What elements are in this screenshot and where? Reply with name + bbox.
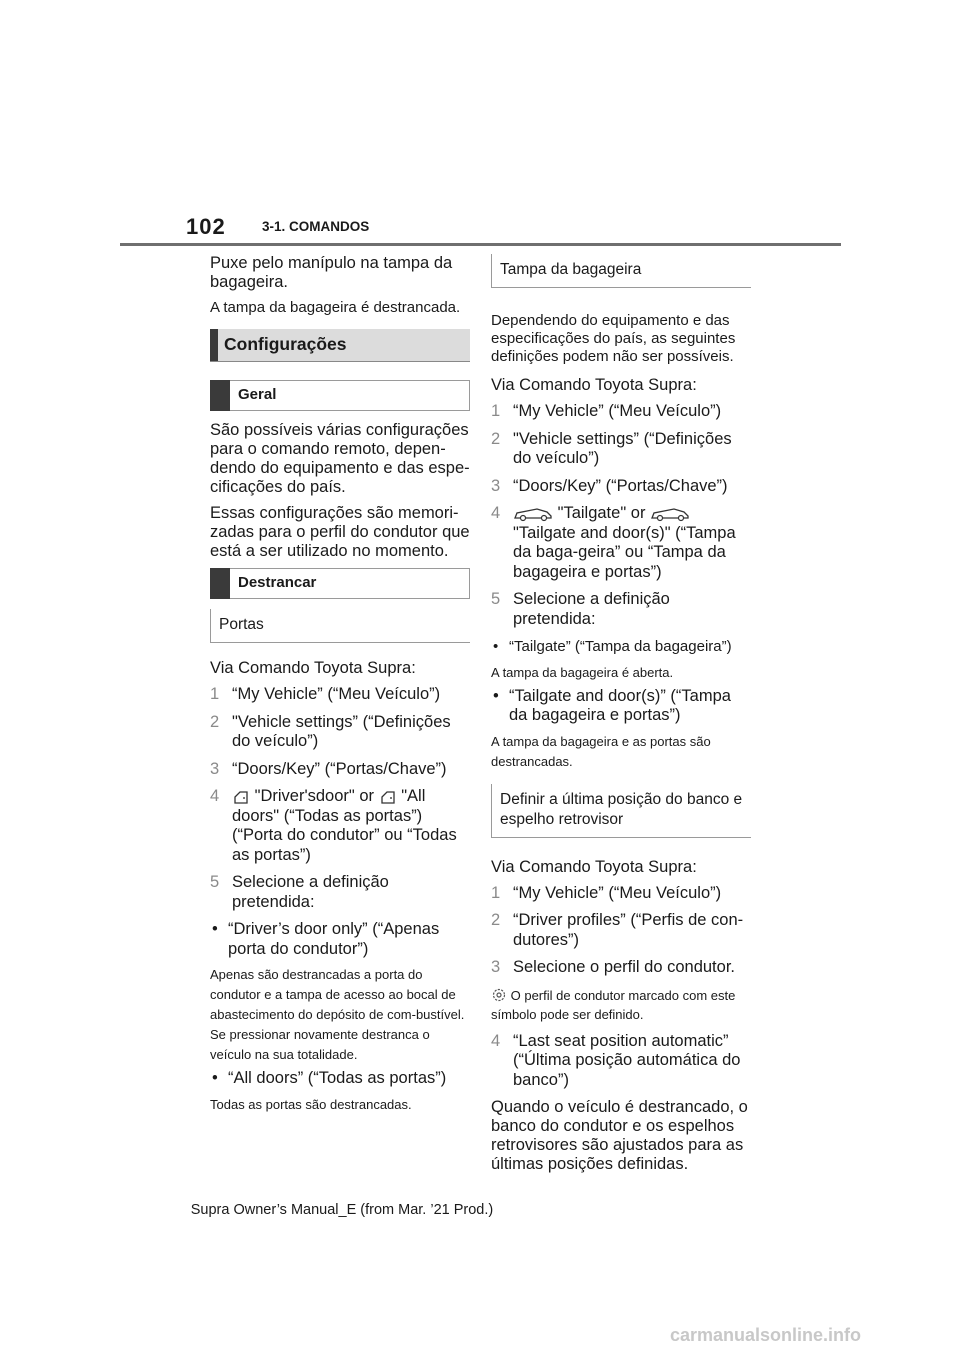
car-tailgate-icon (650, 506, 690, 522)
step-number: 2 (491, 911, 501, 929)
via-text: Via Comando Toyota Supra: (210, 659, 416, 677)
via-text: Via Comando Toyota Supra: (491, 376, 697, 394)
bullet-dot: • (212, 920, 218, 938)
section-title: 3-1. COMANDOS (262, 219, 370, 234)
step-text-b: "Tailgate and door(s)" (“Tampa da baga-geira” ou “Tampa da bagageira e portas”) (513, 523, 736, 581)
step-number: 1 (491, 402, 501, 420)
step-text: Selecione o perfil do condutor. (513, 958, 735, 976)
right-column (491, 254, 751, 1181)
door-icon (379, 789, 397, 805)
heading-geral (210, 380, 470, 411)
bullet-item (210, 1069, 470, 1089)
car-tailgate-icon (513, 506, 553, 522)
page-number: 102 (186, 214, 226, 239)
step-item (491, 911, 751, 950)
bullet-item (491, 687, 751, 726)
step-number: 2 (210, 712, 220, 731)
left-column (210, 254, 470, 1119)
step-text: “Doors/Key” (“Portas/Chave”) (513, 476, 728, 495)
step-text-b: "All doors" (“Todas as portas”) (“Porta do condutor” ou “Todas as portas”) (232, 787, 457, 864)
step-item (491, 1032, 751, 1091)
profile-note-text: O perfil de condutor marcado com este símbolo pode ser definido. (491, 987, 736, 1022)
step-item (210, 685, 470, 705)
step-text: “Doors/Key” (“Portas/Chave”) (232, 759, 447, 778)
step-text: "Vehicle settings” (“Definições do veículo”) (513, 429, 732, 467)
step-text: “Last seat position automatic” (“Última posição automática do banco”) (513, 1031, 741, 1089)
heading-text: Geral (238, 386, 277, 403)
step-number: 5 (491, 590, 501, 608)
step-item (491, 430, 751, 469)
final-paragraph: Quando o veículo é destrancado, o banco do condutor e os espelhos retrovisores são ajustados para as últimas posições definidas. (491, 1098, 748, 1173)
step-number: 3 (491, 958, 501, 976)
geral-paragraph-1: São possíveis várias configurações para o comando remoto, depen-dendo do equipamento e das espe-cificações do país. (210, 421, 470, 496)
bullet-note: A tampa da bagageira é aberta. (491, 664, 674, 680)
tampa-paragraph: Dependendo do equipamento e das especificações do país, as seguintes definições podem não ser possíveis. (491, 312, 736, 365)
step-number: 3 (491, 476, 501, 495)
bullet-item (491, 637, 751, 657)
footer (0, 1202, 960, 1218)
step-item (491, 884, 751, 904)
step-number: 2 (491, 429, 501, 448)
step-item (491, 958, 751, 978)
step-number: 5 (210, 873, 220, 891)
step-number: 4 (491, 1031, 501, 1050)
heading-destrancar (210, 568, 470, 599)
profile-note (491, 986, 751, 1024)
step-item (491, 477, 751, 497)
step-item (210, 760, 470, 780)
heading-portas: Portas (210, 609, 470, 643)
step-text-a: "Driver'sdoor" or (254, 787, 374, 805)
step-number: 1 (210, 685, 220, 703)
step-text: “Driver profiles” (“Perfis de con-dutores”) (513, 911, 744, 949)
step-number: 3 (210, 759, 220, 778)
door-icon (232, 789, 250, 805)
step-text-a: "Tailgate" or (557, 504, 646, 522)
geral-paragraph-2: Essas configurações são memori-zadas para o perfil do condutor que está a ser utilizado no momento. (210, 504, 470, 560)
heading-text: Configurações (224, 334, 347, 354)
step-item (210, 787, 470, 865)
bullet-dot: • (493, 638, 499, 655)
bullet-note: A tampa da bagageira e as portas são destrancadas. (491, 733, 711, 769)
heading-ultima-posicao: Definir a última posição do banco e espelho retrovisor (491, 784, 751, 838)
bullet-text: “Driver’s door only” (“Apenas porta do condutor”) (228, 920, 440, 958)
bullet-dot: • (212, 1069, 218, 1087)
heading-tampa-bagageira: Tampa da bagageira (491, 254, 751, 288)
step-text: “My Vehicle” (“Meu Veículo”) (513, 402, 722, 420)
step-text: Selecione a definição pretendida: (232, 873, 389, 911)
step-item (491, 402, 751, 422)
bullet-text: “Tailgate” (“Tampa da bagageira”) (509, 638, 732, 655)
heading-bar (210, 329, 218, 361)
step-item (491, 590, 751, 629)
header-rule (120, 243, 841, 246)
bullet-dot: • (493, 686, 499, 705)
step-text: “My Vehicle” (“Meu Veículo”) (513, 883, 722, 902)
bullet-note: Apenas são destrancadas a porta do condutor e a tampa de acesso ao bocal de abastecimento do depósito de com-bustível. Se pressionar novamente destranca o veículo na sua totalidade. (210, 967, 465, 1062)
intro-text: Puxe pelo manípulo na tampa da bagageira. (210, 254, 453, 291)
bullet-text: “All doors” (“Todas as portas”) (228, 1069, 447, 1087)
step-item (491, 504, 751, 582)
heading-text: Destrancar (238, 574, 317, 591)
heading-bar (210, 568, 230, 599)
step-number: 4 (491, 504, 501, 522)
step-number: 4 (210, 787, 220, 805)
step-item (210, 713, 470, 752)
via-text: Via Comando Toyota Supra: (491, 857, 697, 876)
bullet-note: Todas as portas são destrancadas. (210, 1096, 412, 1112)
step-number: 1 (491, 883, 501, 902)
gear-icon (491, 987, 507, 1003)
step-text: Selecione a definição pretendida: (513, 590, 670, 628)
watermark: carmanualsonline.info (670, 1325, 862, 1345)
step-text: “My Vehicle” (“Meu Veículo”) (232, 685, 441, 703)
intro-result: A tampa da bagageira é destrancada. (210, 299, 461, 316)
bullet-item (210, 920, 470, 959)
bullet-text: “Tailgate and door(s)” (“Tampa da bagageira e portas”) (509, 686, 731, 724)
heading-bar (210, 380, 230, 411)
footer-text: Supra Owner’s Manual_E (from Mar. ’21 Prod.) (190, 1202, 494, 1218)
step-text: "Vehicle settings” (“Definições do veículo”) (232, 712, 451, 750)
heading-configuracoes (210, 329, 470, 362)
step-item (210, 873, 470, 912)
